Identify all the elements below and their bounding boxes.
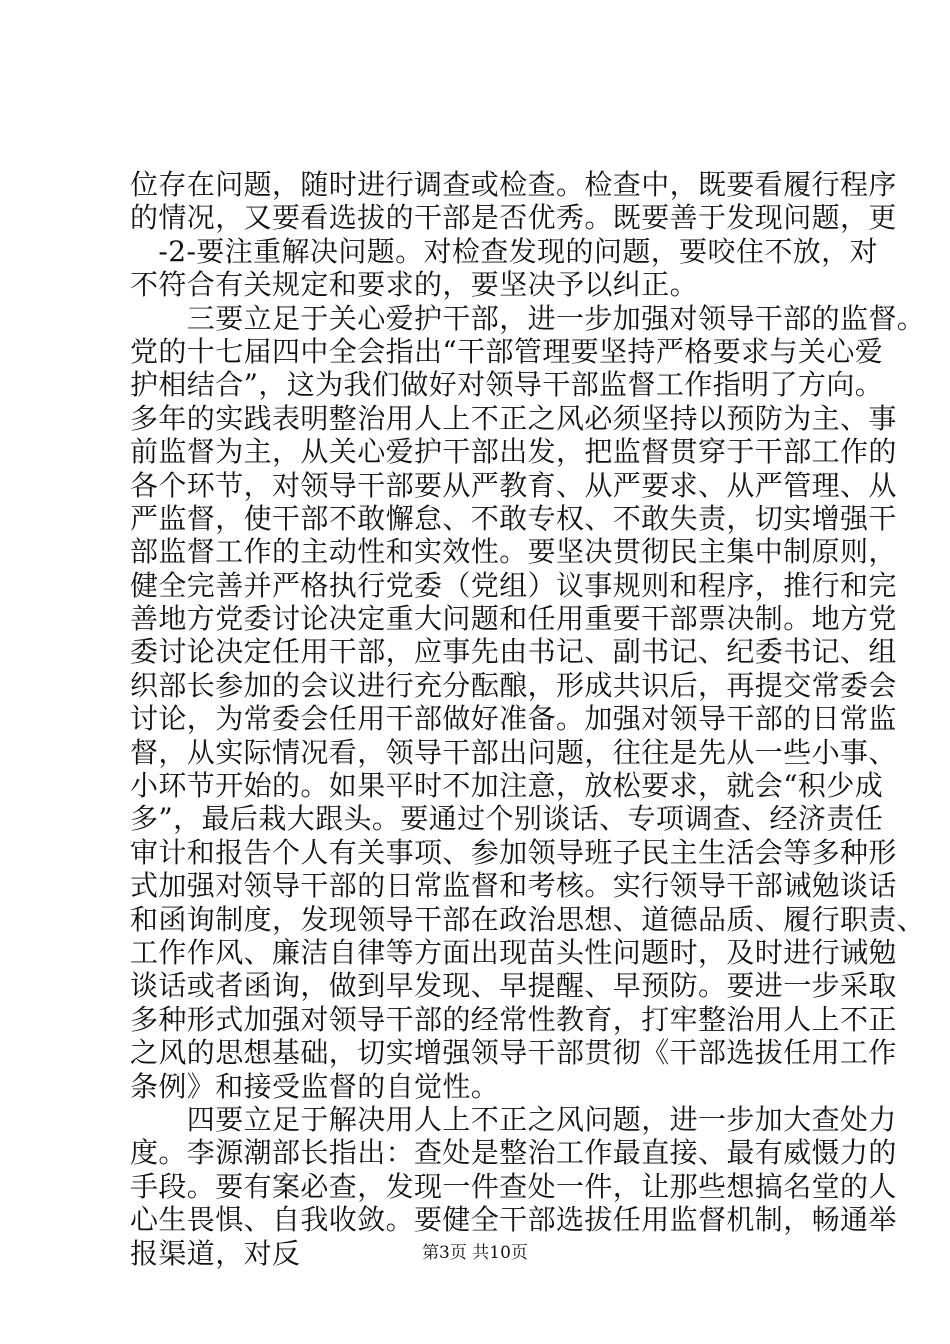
text-line: 健全完善并严格执行党委（党组）议事规则和程序，推行和完 bbox=[130, 568, 897, 602]
text-line: 三要立足于关心爱护干部，进一步加强对领导干部的监督。 bbox=[130, 301, 926, 335]
text-line: 护相结合”，这为我们做好对领导干部监督工作指明了方向。 bbox=[130, 368, 884, 402]
document-body bbox=[130, 168, 926, 1270]
text-line: 部监督工作的主动性和实效性。要坚决贯彻民主集中制原则， bbox=[130, 535, 897, 569]
text-line: 善地方党委讨论决定重大问题和任用重要干部票决制。地方党 bbox=[130, 602, 897, 636]
text-line: 位存在问题，随时进行调查或检查。检查中，既要看履行程序 bbox=[130, 168, 897, 201]
text-line: 委讨论决定任用干部，应事先由书记、副书记、纪委书记、组 bbox=[130, 635, 897, 669]
text-line: 的情况，又要看选拔的干部是否优秀。既要善于发现问题，更 bbox=[130, 201, 897, 235]
text-line: 手段。要有案必查，发现一件查处一件，让那些想搞名堂的人 bbox=[130, 1169, 897, 1203]
text-line: 党的十七届四中全会指出“干部管理要坚持严格要求与关心爱 bbox=[130, 334, 884, 368]
text-line: 条例》和接受监督的自觉性。 bbox=[130, 1069, 500, 1103]
text-line: 度。李源潮部长指出：查处是整治工作最直接、最有威慑力的 bbox=[130, 1136, 897, 1170]
text-line: 工作作风、廉洁自律等方面出现苗头性问题时，及时进行诫勉 bbox=[130, 935, 897, 969]
text-line: 多种形式加强对领导干部的经常性教育，打牢整治用人上不正 bbox=[130, 1002, 897, 1036]
text-line: 多”，最后栽大跟头。要通过个别谈话、专项调查、经济责任 bbox=[130, 802, 884, 836]
text-line: 讨论，为常委会任用干部做好准备。加强对领导干部的日常监 bbox=[130, 702, 897, 736]
text-line: 多年的实践表明整治用人上不正之风必须坚持以预防为主、事 bbox=[130, 401, 897, 435]
text-line: 式加强对领导干部的日常监督和考核。实行领导干部诫勉谈话 bbox=[130, 869, 897, 903]
text-line: 和函询制度，发现领导干部在政治思想、道德品质、履行职责、 bbox=[130, 902, 926, 936]
text-line: 谈话或者函询，做到早发现、早提醒、早预防。要进一步采取 bbox=[130, 969, 897, 1003]
text-line: 织部长参加的会议进行充分酝酿，形成共识后，再提交常委会 bbox=[130, 668, 897, 702]
page-footer: 第3页 共10页 bbox=[422, 1243, 528, 1263]
text-line: -2-要注重解决问题。对检查发现的问题，要咬住不放，对 bbox=[130, 234, 878, 268]
text-line: 心生畏惧、自我收敛。要健全干部选拔任用监督机制，畅通举 bbox=[130, 1203, 897, 1237]
text-line: 审计和报告个人有关事项、参加领导班子民主生活会等多种形 bbox=[130, 835, 897, 869]
text-line: 不符合有关规定和要求的，要坚决予以纠正。 bbox=[130, 268, 699, 302]
text-line: 之风的思想基础，切实增强领导干部贯彻《干部选拔任用工作 bbox=[130, 1036, 897, 1070]
text-line: 前监督为主，从关心爱护干部出发，把监督贯穿于干部工作的 bbox=[130, 435, 897, 469]
text-line: 四要立足于解决用人上不正之风问题，进一步加大查处力 bbox=[130, 1102, 897, 1136]
text-line: 督，从实际情况看，领导干部出问题，往往是先从一些小事、 bbox=[130, 735, 897, 769]
text-line: 各个环节，对领导干部要从严教育、从严要求、从严管理、从 bbox=[130, 468, 897, 502]
text-line: 严监督，使干部不敢懈怠、不敢专权、不敢失责，切实增强干 bbox=[130, 501, 897, 535]
text-line: 报渠道，对反 bbox=[130, 1236, 301, 1270]
text-line: 小环节开始的。如果平时不加注意，放松要求，就会“积少成 bbox=[130, 769, 884, 803]
